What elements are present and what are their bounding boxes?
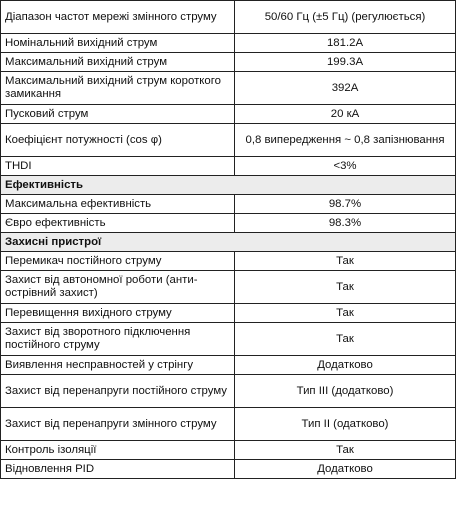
table-row	[1, 53, 456, 72]
value-cell: Тип II (одатково)	[235, 408, 456, 441]
parameter-cell: Коефіцієнт потужності (cos φ)	[1, 124, 235, 157]
parameter-cell: Діапазон частот мережі змінного струму	[1, 1, 235, 34]
section-header-row	[1, 176, 456, 195]
table-row	[1, 304, 456, 323]
table-row	[1, 34, 456, 53]
section-title: Ефективність	[1, 176, 456, 195]
parameter-cell: Євро ефективність	[1, 214, 235, 233]
specs-table-body	[1, 1, 456, 479]
table-row	[1, 375, 456, 408]
parameter-cell: Максимальний вихідний струм	[1, 53, 235, 72]
table-row	[1, 124, 456, 157]
value-cell: Так	[235, 323, 456, 356]
table-row	[1, 105, 456, 124]
parameter-cell: Захист від перенапруги змінного струму	[1, 408, 235, 441]
table-row	[1, 356, 456, 375]
value-cell: 20 кА	[235, 105, 456, 124]
section-header-row	[1, 233, 456, 252]
parameter-cell: Захист від перенапруги постійного струму	[1, 375, 235, 408]
parameter-cell: Номінальний вихідний струм	[1, 34, 235, 53]
parameter-cell: Перемикач постійного струму	[1, 252, 235, 271]
table-row	[1, 72, 456, 105]
value-cell: 0,8 випередження ~ 0,8 запізнювання	[235, 124, 456, 157]
table-row	[1, 252, 456, 271]
value-cell: Так	[235, 441, 456, 460]
table-row	[1, 408, 456, 441]
parameter-cell: Перевищення вихідного струму	[1, 304, 235, 323]
value-cell: Додатково	[235, 356, 456, 375]
table-row	[1, 323, 456, 356]
table-row	[1, 214, 456, 233]
parameter-cell: Контроль ізоляції	[1, 441, 235, 460]
table-row	[1, 195, 456, 214]
value-cell: Тип III (додатково)	[235, 375, 456, 408]
table-row	[1, 441, 456, 460]
value-cell: 181.2A	[235, 34, 456, 53]
value-cell: <3%	[235, 157, 456, 176]
parameter-cell: Захист від автономної роботи (анти-острівний захист)	[1, 271, 235, 304]
value-cell: 98.3%	[235, 214, 456, 233]
parameter-cell: Максимальна ефективність	[1, 195, 235, 214]
parameter-cell: Максимальний вихідний струм короткого замикання	[1, 72, 235, 105]
table-row	[1, 1, 456, 34]
value-cell: Так	[235, 252, 456, 271]
value-cell: 392A	[235, 72, 456, 105]
value-cell: 98.7%	[235, 195, 456, 214]
table-row	[1, 271, 456, 304]
section-title: Захисні пристрої	[1, 233, 456, 252]
table-row	[1, 460, 456, 479]
parameter-cell: Захист від зворотного підключення постійного струму	[1, 323, 235, 356]
value-cell: 199.3A	[235, 53, 456, 72]
value-cell: Так	[235, 271, 456, 304]
parameter-cell: THDI	[1, 157, 235, 176]
parameter-cell: Пусковий струм	[1, 105, 235, 124]
parameter-cell: Виявлення несправностей у стрінгу	[1, 356, 235, 375]
value-cell: Так	[235, 304, 456, 323]
table-row	[1, 157, 456, 176]
parameter-cell: Відновлення PID	[1, 460, 235, 479]
value-cell: 50/60 Гц (±5 Гц) (регулюється)	[235, 1, 456, 34]
value-cell: Додатково	[235, 460, 456, 479]
